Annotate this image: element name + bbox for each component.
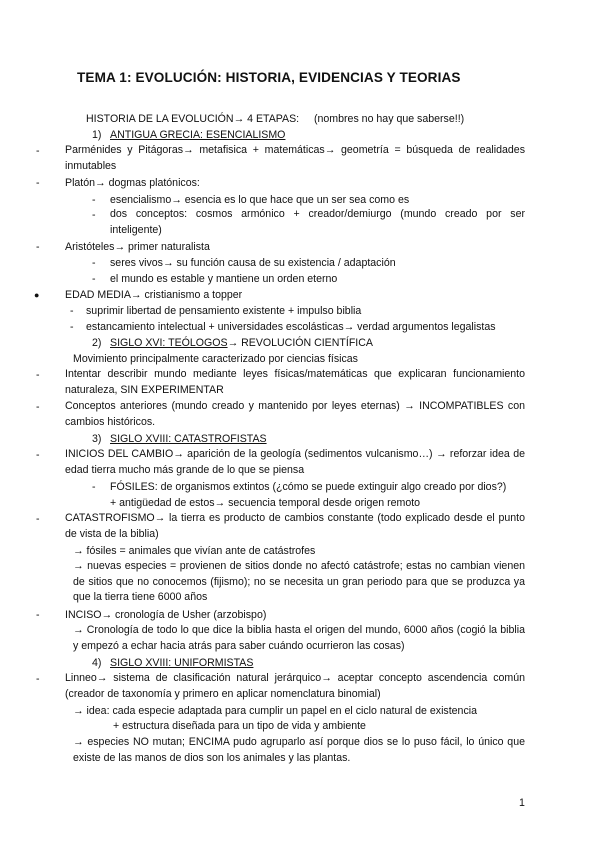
dash-bullet: - [70, 321, 74, 333]
section-1-number: 1) [92, 129, 102, 141]
intro-heading: HISTORIA DE LA EVOLUCIÓN→ 4 ETAPAS: [86, 113, 300, 125]
dot-bullet: ● [34, 290, 40, 300]
dash-bullet: - [36, 513, 40, 525]
section-2-tail: → REVOLUCIÓN CIENTÍFICA [227, 337, 373, 349]
list-item-platon-b: dos conceptos: cosmos armónico + creador/demiurgo (mundo creado por ser inteligente) [110, 208, 525, 236]
list-item-conceptos: Conceptos anteriores (mundo creado y mantenido por leyes eternas) → INCOMPATIBLES con cambios históricos. [65, 400, 525, 428]
dash-bullet: - [36, 145, 40, 157]
section-1-heading: ANTIGUA GRECIA: ESENCIALISMO [110, 129, 286, 141]
list-item-inciso: INCISO→ cronología de Usher (arzobispo) [65, 609, 267, 621]
dash-bullet: - [92, 194, 96, 206]
section-2-heading-row [110, 336, 373, 351]
list-item-fosiles-2: + antigüedad de estos→ secuencia temporal desde origen remoto [110, 497, 421, 509]
list-item-fosiles-1: FÓSILES: de organismos extintos (¿cómo se puede extinguir algo creado por dios?) [110, 481, 507, 493]
list-item-inciso-a: → Cronología de todo lo que dice la biblia hasta el origen del mundo, 6000 años (cogió la biblia y empezó a echar hacia atrás para saber cuándo ocurrieron las cosas) [73, 624, 525, 652]
section-4-heading: SIGLO XVIII: UNIFORMISTAS [110, 657, 254, 669]
list-item-edad-media: EDAD MEDIA→ cristianismo a topper [65, 289, 243, 301]
section-3-heading: SIGLO XVIII: CATASTROFISTAS [110, 433, 267, 445]
list-item-especies: → especies NO mutan; ENCIMA pudo agruparlo así porque dios se lo puso fácil, lo único que existe de las manos de dios son los animales y las plantas. [73, 736, 525, 764]
section-4-number: 4) [92, 657, 102, 669]
list-item-cat-a: → fósiles = animales que vivían ante de catástrofes [73, 545, 316, 557]
list-item-idea-2: + estructura diseñada para un tipo de vida y ambiente [113, 720, 366, 732]
section-2-description: Movimiento principalmente caracterizado por ciencias físicas [73, 353, 358, 365]
list-item-em-b: estancamiento intelectual + universidades escolásticas→ verdad argumentos legalistas [86, 321, 496, 333]
dash-bullet: - [36, 449, 40, 461]
dash-bullet: - [92, 257, 96, 269]
list-item-platon-a: esencialismo→ esencia es lo que hace que un ser sea como es [110, 194, 410, 206]
list-item-parmenides: Parménides y Pitágoras→ metafisica + matemáticas→ geometría = búsqueda de realidades inmutables [65, 144, 525, 172]
list-item-idea-1: → idea: cada especie adaptada para cumplir un papel en el ciclo natural de existencia [73, 705, 477, 717]
list-item-cat-b: → nuevas especies = provienen de sitios donde no afectó catástrofe; estas no cambian vienen de sitios que no conocemos (fijismo); no se necesita un gran periodo para que se produzca ya que la tierra tiene 6000 años [73, 560, 525, 604]
section-2-heading: SIGLO XVI: TEÓLOGOS [110, 337, 228, 349]
dash-bullet: - [92, 209, 96, 221]
section-3-number: 3) [92, 433, 102, 445]
dash-bullet: - [36, 609, 40, 621]
list-item-arist-b: el mundo es estable y mantiene un orden eterno [110, 273, 338, 285]
list-item-linneo: Linneo→ sistema de clasificación natural jerárquico→ aceptar concepto ascendencia común (creador de taxonomía y primero en aplicar nomenclatura binomial) [65, 672, 525, 700]
dash-bullet: - [36, 401, 40, 413]
dash-bullet: - [36, 177, 40, 189]
dash-bullet: - [70, 305, 74, 317]
section-2-number: 2) [92, 337, 102, 349]
list-item-em-a: suprimir libertad de pensamiento existente + impulso biblia [86, 305, 362, 317]
list-item-platon: Platón→ dogmas platónicos: [65, 177, 200, 189]
dash-bullet: - [36, 369, 40, 381]
list-item-catastrofismo: CATASTROFISMO→ la tierra es producto de cambios constante (todo explicado desde el punto de vista de la biblia) [65, 512, 525, 540]
dash-bullet: - [92, 273, 96, 285]
list-item-intentar: Intentar describir mundo mediante leyes físicas/matemáticas que explicaran funcionamiento naturaleza, SIN EXPERIMENTAR [65, 368, 525, 396]
list-item-inicios: INICIOS DEL CAMBIO→ aparición de la geología (sedimentos vulcanismo…) → reforzar idea de edad tierra mucho más grande de lo que se piensa [65, 448, 525, 476]
list-item-aristoteles: Aristóteles→ primer naturalista [65, 241, 210, 253]
dash-bullet: - [36, 241, 40, 253]
dash-bullet: - [92, 481, 96, 493]
intro-note: (nombres no hay que saberse!!) [314, 113, 465, 125]
page-title: TEMA 1: EVOLUCIÓN: HISTORIA, EVIDENCIAS Y TEORIAS [77, 70, 461, 85]
list-item-arist-a: seres vivos→ su función causa de su existencia / adaptación [110, 257, 396, 269]
page-number: 1 [519, 797, 525, 809]
dash-bullet: - [36, 673, 40, 685]
